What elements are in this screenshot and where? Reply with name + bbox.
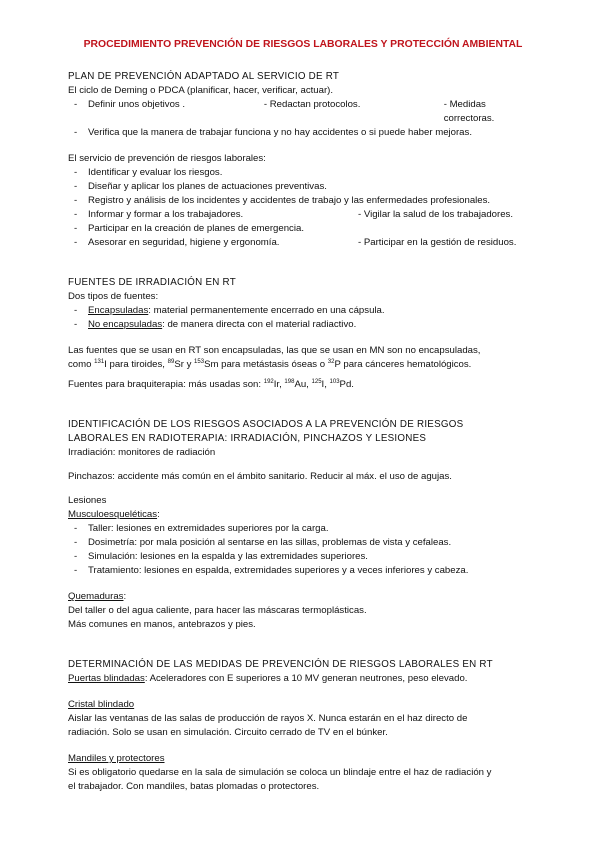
burns-text-1: Del taller o del agua caliente, para hacer las máscaras termoplásticas. (68, 605, 367, 616)
list-item (68, 98, 538, 126)
sources-paragraph: Las fuentes que se usan en RT son encapsuladas, las que se usan en MN son no encapsuladas, como $^{131}$I para tiroides, $^{89}$Sr y $^{153}$Sm para metástasis óseas o $^{32}$P para cánceres hematológicos. (68, 345, 481, 370)
shielded-glass-text-2: radiación. Solo se usan en simulación. Circuito cerrado de TV en el búnker. (68, 727, 388, 738)
list-item: - Registro y análisis de los incidentes y accidentes de trabajo y las enfermedades profesionales. (68, 194, 538, 208)
risks-heading-line2: LABORALES EN RADIOTERAPIA: IRRADIACIÓN, PINCHAZOS Y LESIONES (68, 433, 427, 444)
aprons-label: Mandiles y protectores (68, 753, 165, 764)
list-item: - Verifica que la manera de trabajar funciona y no hay accidentes o si puede haber mejoras. (68, 126, 538, 140)
risks-heading-line1: IDENTIFICACIÓN DE LOS RIESGOS ASOCIADOS A LA PREVENCIÓN DE RIESGOS (68, 419, 464, 430)
sources-heading: FUENTES DE IRRADIACIÓN EN RT (68, 277, 236, 288)
list-item: - Encapsuladas: material permanentemente encerrado en una cápsula. (68, 304, 538, 318)
list-item: - Dosimetría: por mala posición al sentarse en las sillas, problemas de vista y cefaleas. (68, 536, 538, 550)
aprons-text-1: Si es obligatorio quedarse en la sala de simulación se coloca un blindaje entre el haz de radiación y (68, 767, 492, 778)
musculoskeletal-label: Musculoesqueléticas: (68, 509, 160, 520)
brachytherapy-text: Fuentes para braquiterapia: más usadas son: $^{192}$Ir, $^{198}$Au, $^{125}$I, $^{103}$Pd. (68, 378, 354, 390)
list-item: - Diseñar y aplicar los planes de actuaciones preventivas. (68, 180, 538, 194)
aprons-text-2: el trabajador. Con mandiles, batas plomadas o protectores. (68, 781, 320, 792)
plan-heading: PLAN DE PREVENCIÓN ADAPTADO AL SERVICIO DE RT (68, 71, 340, 82)
sources-section (68, 276, 538, 392)
service-list (68, 166, 538, 250)
protocols-text: - Redactan protocolos. (263, 99, 361, 110)
list-item: - Asesorar en seguridad, higiene y ergonomía. - Participar en la gestión de residuos. (68, 236, 538, 250)
shielded-glass-label: Cristal blindado (68, 699, 135, 710)
list-item: - Identificar y evaluar los riesgos. (68, 166, 538, 180)
risks-section (68, 418, 538, 632)
list-item: - Participar en la creación de planes de emergencia. (68, 222, 538, 236)
shielded-doors-text: Puertas blindadas: Aceleradores con E superiores a 10 MV generan neutrones, peso elevado. (68, 673, 468, 684)
measures-heading: DETERMINACIÓN DE LAS MEDIDAS DE PREVENCIÓN DE RIESGOS LABORALES EN RT (68, 659, 493, 670)
burns-text-2: Más comunes en manos, antebrazos y pies. (68, 619, 256, 630)
plan-list (68, 98, 538, 140)
document-title: PROCEDIMIENTO PREVENCIÓN DE RIESGOS LABORALES Y PROTECCIÓN AMBIENTAL (83, 39, 523, 50)
list-item: - Taller: lesiones en extremidades superiores por la carga. (68, 522, 538, 536)
musculoskeletal-list (68, 522, 538, 578)
list-item: - Informar y formar a los trabajadores. - Vigilar la salud de los trabajadores. (68, 208, 538, 222)
irradiation-text: Irradiación: monitores de radiación (68, 447, 216, 458)
list-item: - Simulación: lesiones en la espalda y las extremidades superiores. (68, 550, 538, 564)
list-item: - Tratamiento: lesiones en espalda, extremidades superiores y a veces inferiores y cabeza. (68, 564, 538, 578)
plan-section (68, 70, 538, 250)
list-item: - No encapsuladas: de manera directa con el material radiactivo. (68, 318, 538, 332)
document-page (68, 38, 538, 794)
sources-list (68, 304, 538, 332)
measures-section (68, 658, 538, 794)
injuries-heading: Lesiones (68, 495, 107, 506)
corrective-text: - Medidas correctoras. (443, 99, 495, 124)
service-intro: El servicio de prevención de riesgos laborales: (68, 153, 266, 164)
objectives-text: - Definir unos objetivos . (88, 99, 186, 110)
burns-label: Quemaduras: (68, 591, 127, 602)
sources-intro: Dos tipos de fuentes: (68, 291, 159, 302)
needlestick-text: Pinchazos: accidente más común en el ámbito sanitario. Reducir al máx. el uso de agujas. (68, 471, 452, 482)
shielded-glass-text-1: Aislar las ventanas de las salas de producción de rayos X. Nunca estarán en el haz directo de (68, 713, 468, 724)
deming-text: El ciclo de Deming o PDCA (planificar, hacer, verificar, actuar). (68, 85, 334, 96)
